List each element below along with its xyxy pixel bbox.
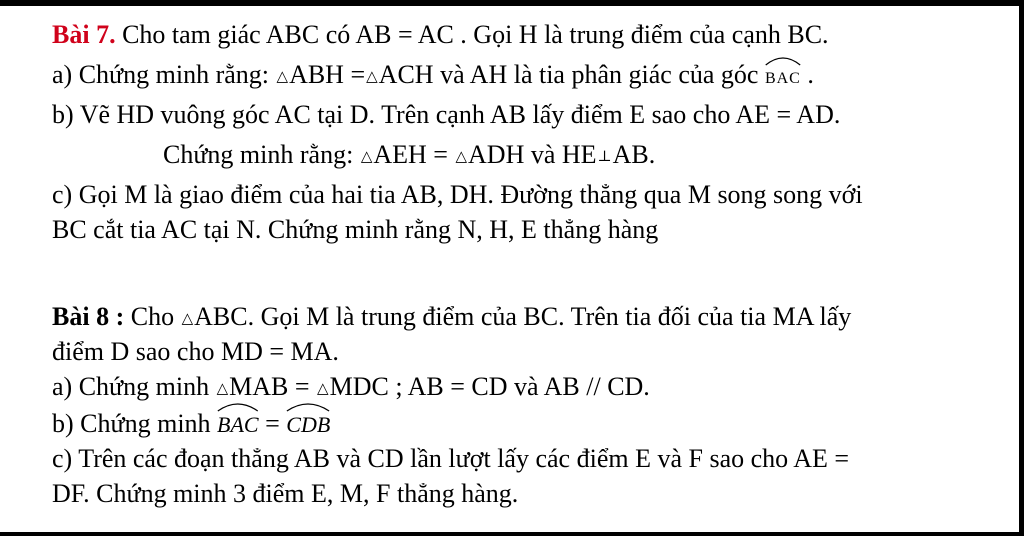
ex8-part-c-line1: c) Trên các đoạn thẳng AB và CD lần lượt lấy các điểm E và F sao cho AE = — [52, 444, 850, 473]
ex7-part-a — [52, 60, 814, 94]
ex7-b2-triangle-1: AEH = — [373, 140, 455, 169]
ex8-intro-line — [52, 302, 851, 334]
ex8-intro-rest: ABC. Gọi M là trung điểm của BC. Trên tia đối của tia MA lấy — [194, 302, 852, 331]
ex7-a-prefix: a) Chứng minh rằng: — [52, 60, 276, 89]
ex7-part-c-line1: c) Gọi M là giao điểm của hai tia AB, DH. Đường thẳng qua M song song với — [52, 180, 863, 209]
ex8-intro-prefix: Cho — [124, 302, 181, 331]
angle-bac-label: BAC — [217, 412, 259, 437]
document-page — [0, 6, 1019, 532]
ex8-b-equals: = — [258, 409, 287, 438]
ex8-part-a — [52, 372, 650, 404]
angle-arc-mark — [286, 402, 330, 412]
angle-cdb-label: CDB — [286, 412, 331, 437]
ex7-a-end: . — [800, 60, 814, 89]
triangle-symbol: △ — [360, 149, 373, 165]
ex8-part-b — [52, 408, 330, 440]
angle-bac — [765, 62, 801, 94]
ex8-a-triangle-2: MDC ; AB = CD và AB // CD. — [329, 372, 650, 401]
angle-bac-label: BAC — [764, 70, 801, 87]
triangle-symbol: △ — [317, 381, 329, 397]
ex7-intro: Cho tam giác ABC có AB = AC . Gọi H là trung điểm của cạnh BC. — [115, 20, 829, 49]
triangle-symbol: △ — [455, 149, 468, 165]
ex7-b2-end: AB. — [612, 140, 656, 169]
ex7-a-triangle-2: ACH và AH là tia phân giác của góc — [378, 60, 765, 89]
ex8-a-triangle-1: MAB = — [229, 372, 317, 401]
ex7-title: Bài 7. — [52, 20, 116, 49]
angle-arc-mark — [217, 402, 259, 412]
ex8-part-c-line2: DF. Chứng minh 3 điểm E, M, F thẳng hàng. — [52, 479, 519, 508]
ex7-part-c-line2: BC cắt tia AC tại N. Chứng minh rằng N, H, E thẳng hàng — [52, 215, 659, 244]
ex8-b-prefix: b) Chứng minh — [52, 409, 218, 438]
triangle-symbol: △ — [181, 311, 194, 327]
ex7-part-b-line2 — [163, 140, 655, 172]
angle-bac — [217, 408, 259, 440]
angle-cdb — [286, 408, 330, 440]
ex7-part-b-line1: b) Vẽ HD vuông góc AC tại D. Trên cạnh AB lấy điểm E sao cho AE = AD. — [52, 100, 841, 129]
ex7-intro-line — [52, 20, 829, 50]
ex7-b2-triangle-2: ADH và HE — [468, 140, 597, 169]
angle-arc-mark — [765, 56, 801, 66]
ex7-b2-prefix: Chứng minh rằng: — [163, 140, 360, 169]
ex8-title: Bài 8 : — [52, 302, 125, 331]
ex8-a-prefix: a) Chứng minh — [52, 372, 216, 401]
triangle-symbol: △ — [276, 69, 289, 85]
ex7-a-triangle-1: ABH = — [289, 60, 366, 89]
perpendicular-symbol: ⊥ — [597, 149, 612, 165]
ex8-intro-line2: điểm D sao cho MD = MA. — [52, 337, 339, 366]
triangle-symbol: △ — [366, 69, 378, 85]
triangle-symbol: △ — [216, 381, 229, 397]
